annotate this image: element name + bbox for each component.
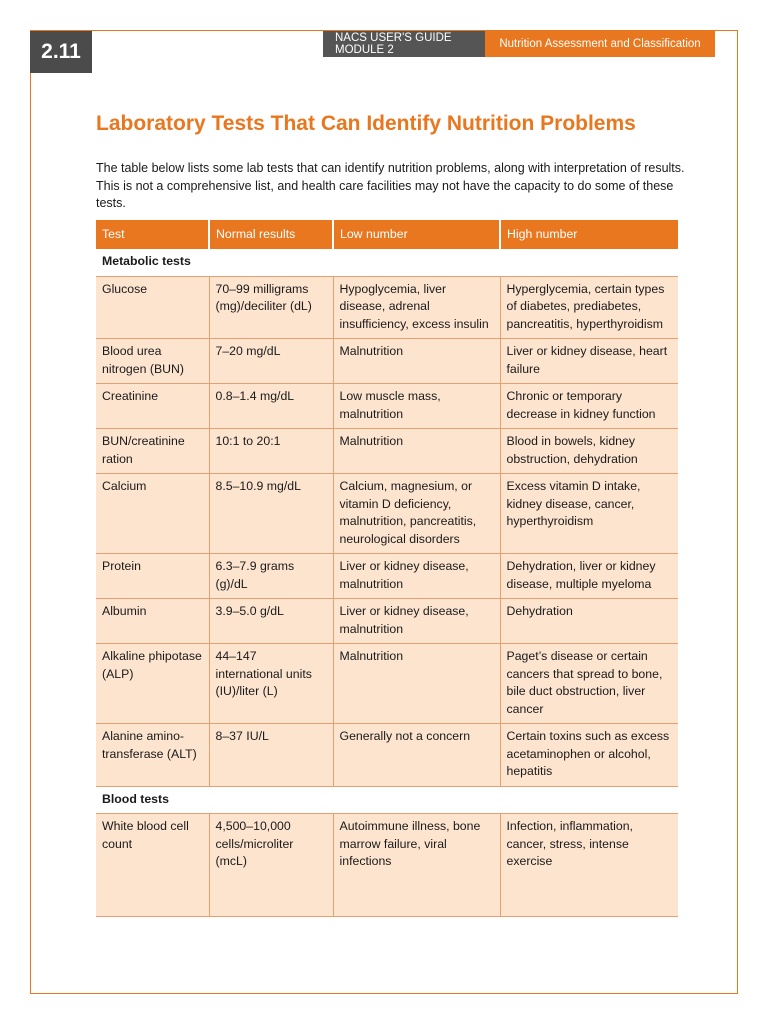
cell-test: Glucose <box>96 276 209 339</box>
running-header <box>323 31 715 57</box>
cell-normal: 44–147 international units (IU)/liter (L) <box>209 644 333 724</box>
table-row <box>96 339 678 384</box>
cell-normal: 8–37 IU/L <box>209 724 333 787</box>
cell-test: Calcium <box>96 474 209 554</box>
cell-low: Low muscle mass, malnutrition <box>333 384 500 429</box>
cell-normal: 3.9–5.0 g/dL <box>209 599 333 644</box>
cell-test: Alanine amino-transferase (ALT) <box>96 724 209 787</box>
cell-test: Protein <box>96 554 209 599</box>
section-row-blood <box>96 786 678 814</box>
cell-high: Chronic or temporary decrease in kidney function <box>500 384 678 429</box>
table-row <box>96 724 678 787</box>
cell-normal: 6.3–7.9 grams (g)/dL <box>209 554 333 599</box>
section-label: Blood tests <box>96 786 678 814</box>
cell-high: Infection, inflammation, cancer, stress, intense exercise <box>500 814 678 917</box>
section-row-metabolic <box>96 249 678 276</box>
cell-high: Dehydration, liver or kidney disease, multiple myeloma <box>500 554 678 599</box>
header-topic-label: Nutrition Assessment and Classification <box>485 31 715 57</box>
cell-high: Hyperglycemia, certain types of diabetes, prediabetes, pancreatitis, hyperthyroidism <box>500 276 678 339</box>
lab-tests-table <box>96 220 678 917</box>
cell-normal: 4,500–10,000 cells/microliter (mcL) <box>209 814 333 917</box>
cell-test: Albumin <box>96 599 209 644</box>
table-row <box>96 429 678 474</box>
table-row <box>96 599 678 644</box>
cell-high: Blood in bowels, kidney obstruction, dehydration <box>500 429 678 474</box>
cell-low: Malnutrition <box>333 644 500 724</box>
column-header-high: High number <box>500 220 678 249</box>
table-row <box>96 384 678 429</box>
table-row <box>96 554 678 599</box>
cell-normal: 70–99 milligrams (mg)/deciliter (dL) <box>209 276 333 339</box>
cell-high: Certain toxins such as excess acetaminophen or alcohol, hepatitis <box>500 724 678 787</box>
cell-normal: 0.8–1.4 mg/dL <box>209 384 333 429</box>
cell-test: Creatinine <box>96 384 209 429</box>
intro-paragraph: The table below lists some lab tests that can identify nutrition problems, along with interpretation of results. This is not a comprehensive list, and health care facilities may not have the capacity to do some of these tests. <box>96 161 685 210</box>
cell-high: Liver or kidney disease, heart failure <box>500 339 678 384</box>
table-row <box>96 276 678 339</box>
cell-test: BUN/creatinine ration <box>96 429 209 474</box>
cell-low: Malnutrition <box>333 339 500 384</box>
cell-test: Alkaline phipotase (ALP) <box>96 644 209 724</box>
section-label: Metabolic tests <box>96 249 678 276</box>
table-row <box>96 814 678 917</box>
cell-test: White blood cell count <box>96 814 209 917</box>
header-module-label: NACS USER'S GUIDE MODULE 2 <box>323 31 485 57</box>
section-number-badge: 2.11 <box>30 31 92 73</box>
column-header-low: Low number <box>333 220 500 249</box>
cell-high: Excess vitamin D intake, kidney disease, cancer, hyperthyroidism <box>500 474 678 554</box>
table-row <box>96 474 678 554</box>
cell-low: Liver or kidney disease, malnutrition <box>333 599 500 644</box>
cell-low: Hypoglycemia, liver disease, adrenal insufficiency, excess insulin <box>333 276 500 339</box>
cell-low: Liver or kidney disease, malnutrition <box>333 554 500 599</box>
cell-low: Autoimmune illness, bone marrow failure, viral infections <box>333 814 500 917</box>
column-header-test: Test <box>96 220 209 249</box>
table-row <box>96 644 678 724</box>
cell-test: Blood urea nitrogen (BUN) <box>96 339 209 384</box>
cell-low: Calcium, magnesium, or vitamin D deficiency, malnutrition, pancreatitis, neurological disorders <box>333 474 500 554</box>
page-title: Laboratory Tests That Can Identify Nutrition Problems <box>96 112 636 135</box>
cell-low: Malnutrition <box>333 429 500 474</box>
cell-low: Generally not a concern <box>333 724 500 787</box>
column-header-normal: Normal results <box>209 220 333 249</box>
cell-high: Paget’s disease or certain cancers that spread to bone, bile duct obstruction, liver cancer <box>500 644 678 724</box>
cell-normal: 8.5–10.9 mg/dL <box>209 474 333 554</box>
cell-normal: 7–20 mg/dL <box>209 339 333 384</box>
cell-high: Dehydration <box>500 599 678 644</box>
cell-normal: 10:1 to 20:1 <box>209 429 333 474</box>
table-header-row <box>96 220 678 249</box>
